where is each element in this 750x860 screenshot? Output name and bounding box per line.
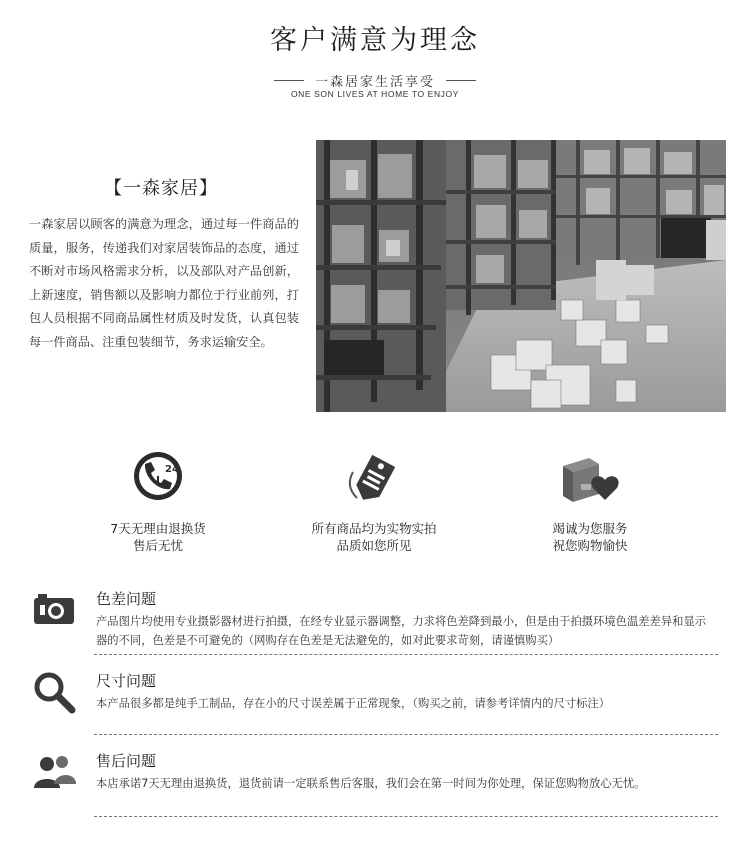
subtitle-cn-wrap	[0, 70, 750, 90]
feature-service-line1: 竭诚为您服务	[552, 521, 628, 536]
price-tag-icon	[339, 450, 409, 520]
magnifier-icon	[32, 670, 76, 714]
divider	[94, 816, 718, 817]
notice-color-text: 产品图片均使用专业摄影器材进行拍摄，在经专业显示器调整，力求将色差降到最小，但是由于拍摄环境色温差差异和显示器的不同，色差是不可避免的（网购存在色差是无法避免的，如对此要求苛刻，请谨慎购买）	[96, 615, 707, 647]
subtitle-left-rule	[274, 80, 304, 81]
feature-real-photo-line1: 所有商品均为实物实拍	[311, 521, 437, 536]
page-title: 客户满意为理念	[270, 25, 480, 56]
camera-icon	[32, 588, 76, 632]
subtitle-right-rule	[446, 80, 476, 81]
feature-return-line1: 7天无理由退换货	[110, 521, 206, 536]
box-heart-icon	[555, 450, 625, 520]
feature-service-line2: 祝您购物愉快	[552, 538, 628, 553]
subtitle-en: ONE SON LIVES AT HOME TO ENJOY	[290, 89, 460, 99]
warehouse-illustration	[316, 140, 726, 412]
people-icon	[32, 750, 76, 794]
feature-real-photo	[274, 450, 474, 554]
svg-text:24: 24	[165, 464, 179, 475]
divider	[94, 654, 718, 655]
feature-real-photo-line2: 品质如您所见	[336, 538, 412, 553]
feature-return-line2: 售后无忧	[132, 538, 183, 553]
notice-size-title: 尺寸问题	[96, 672, 157, 690]
notice-after-sales-title: 售后问题	[96, 752, 157, 770]
notice-color-title: 色差问题	[96, 590, 157, 608]
brand-name: 【一森家居】	[104, 178, 218, 199]
brand-description: 一森家居以顾客的满意为理念，通过每一件商品的质量，服务，传递我们对家居装饰品的态度，通过不断对市场风格需求分析，以及部队对产品创新，上新速度，销售额以及影响力都位于行业前列，打包人员根据不同商品属性材质及时发货，认真包装每一件商品、注重包装细节，务求运输安全。	[29, 217, 299, 349]
notice-size-text: 本产品很多都是纯手工制品，存在小的尺寸误差属于正常现象，（购买之前，请参考详情内的尺寸标注）	[96, 697, 611, 710]
feature-service	[490, 450, 690, 554]
warehouse-photo	[316, 140, 726, 412]
subtitle-cn: 一森居家生活享受	[314, 75, 435, 90]
24h-phone-icon	[123, 450, 193, 520]
notice-after-sales-text: 本店承诺7天无理由退换货，退货前请一定联系售后客服，我们会在第一时间为你处理，保证您购物放心无忧。	[96, 777, 646, 790]
divider	[94, 734, 718, 735]
feature-return	[58, 450, 258, 554]
